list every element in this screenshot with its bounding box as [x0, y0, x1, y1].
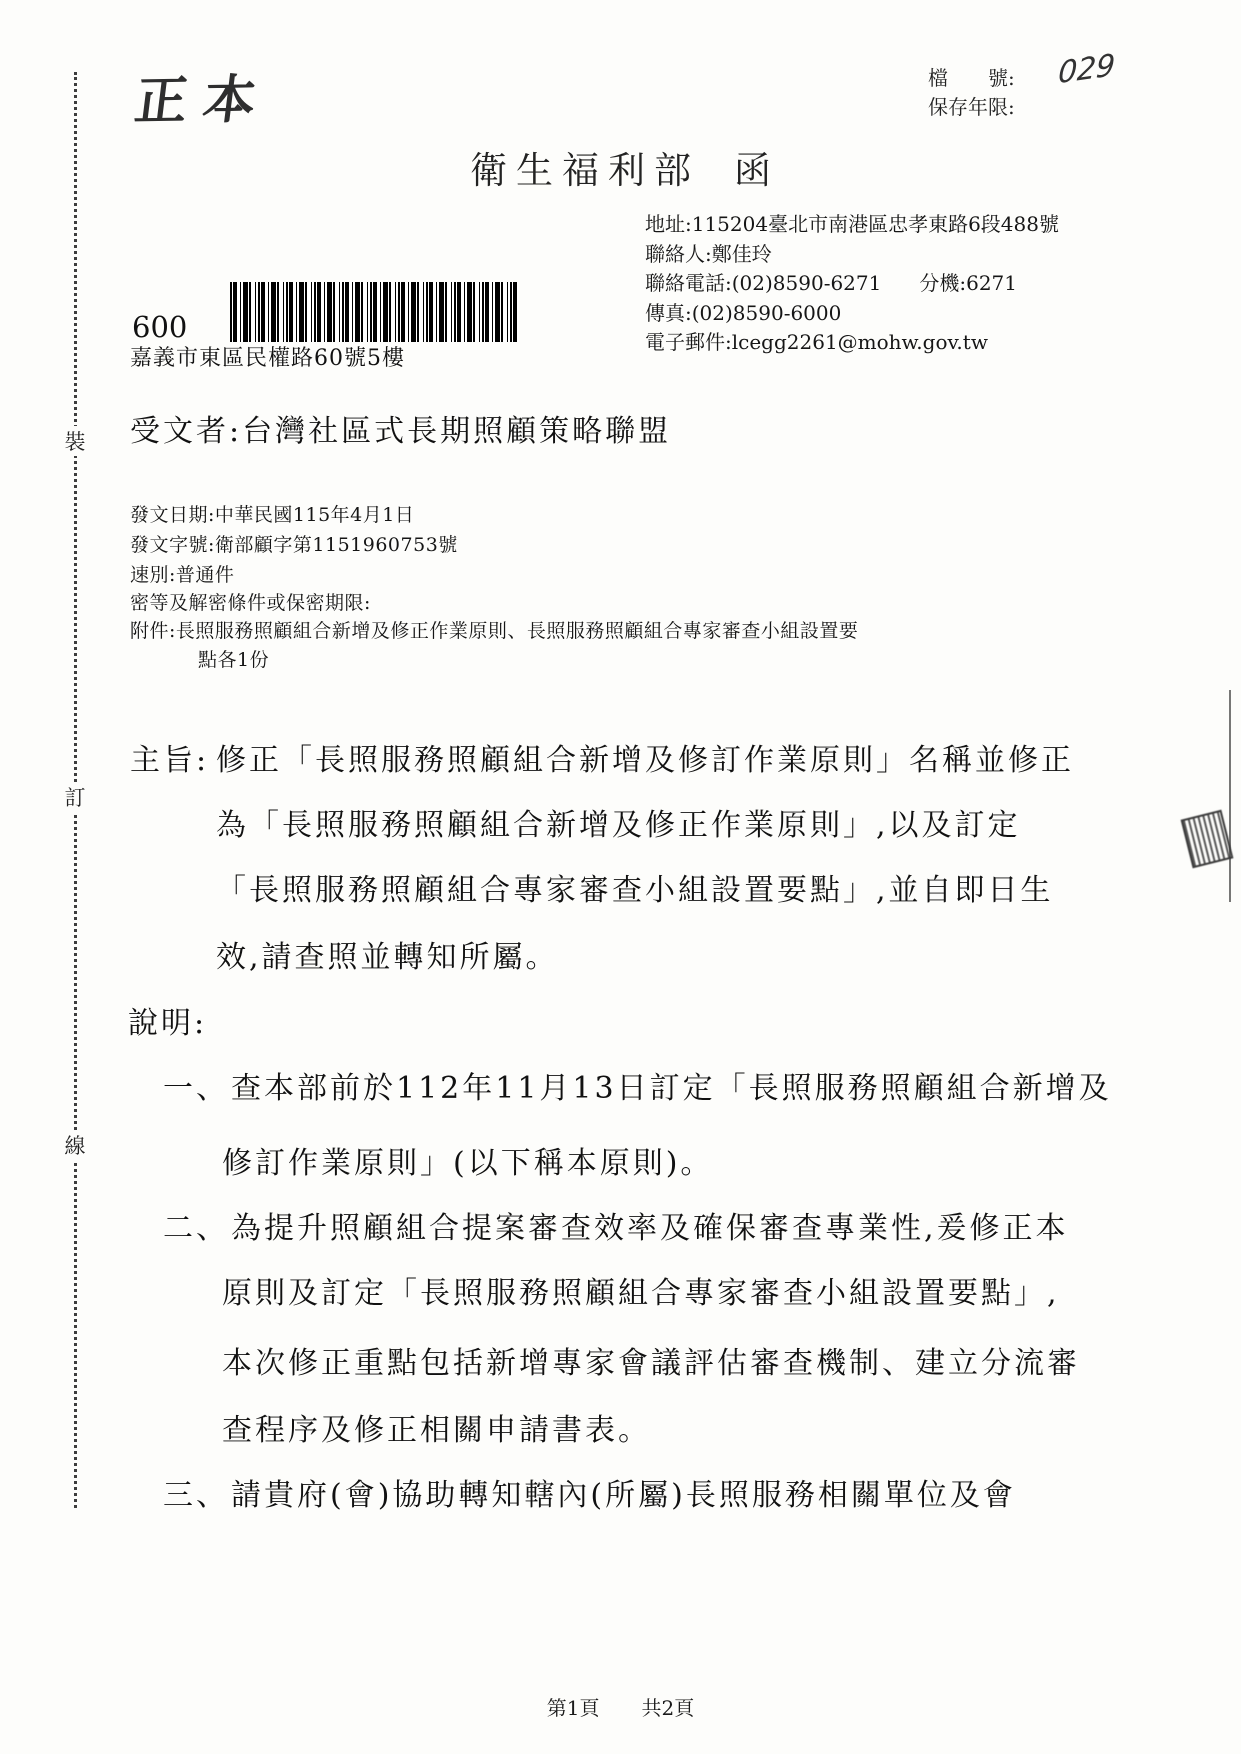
file-no-label: 檔 號:	[928, 66, 1015, 90]
page-footer	[0, 1692, 1241, 1721]
recipient-line	[130, 406, 671, 450]
security-class: 密等及解密條件或保密期限:	[130, 592, 371, 614]
subject-line: 效,請查照並轉知所屬。	[216, 940, 559, 975]
explanation-item-2-line: 本次修正重點包括新增專家會議評估審查機制、建立分流審	[222, 1346, 1080, 1381]
item-text: 請貴府(會)協助轉知轄內(所屬)長照服務相關單位及會	[231, 1478, 1016, 1513]
sender-contact-block	[645, 210, 1059, 358]
copy-type-stamp: 正本	[131, 68, 276, 133]
subject-line: 「長照服務照顧組合專家審查小組設置要點」,並自即日生	[216, 873, 1054, 908]
binding-mark-ding: 訂	[60, 782, 90, 812]
recipient-mail-address: 嘉義市東區民權路60號5樓	[130, 346, 405, 371]
issue-number: 發文字號:衛部顧字第1151960753號	[130, 534, 458, 556]
document-title	[0, 140, 1241, 194]
issue-date: 發文日期:中華民國115年4月1日	[130, 504, 415, 526]
archive-block	[928, 64, 1015, 122]
page-total: 共2頁	[641, 1696, 695, 1720]
attachment-line-1: 附件:長照服務照顧組合新增及修正作業原則、長照服務照顧組合專家審查小組設置要	[130, 620, 859, 642]
binding-mark-zhuang: 裝	[60, 426, 90, 456]
receipt-stamp-icon	[1181, 810, 1234, 869]
recipient-label: 受文者:	[130, 414, 243, 449]
retention-label: 保存年限:	[928, 95, 1015, 119]
recipient-name: 台灣社區式長期照顧策略聯盟	[242, 414, 672, 449]
explanation-item-1-line	[163, 1063, 1112, 1107]
explanation-label: 說明:	[128, 1006, 208, 1041]
item-number: 二、	[163, 1211, 229, 1246]
issuing-org: 衛生福利部	[470, 149, 700, 192]
binding-mark-xian: 線	[60, 1130, 90, 1160]
subject-line: 為「長照服務照顧組合新增及修正作業原則」,以及訂定	[216, 808, 1021, 843]
item-number: 一、	[163, 1071, 229, 1106]
document-type: 函	[734, 149, 771, 192]
contact-extension: 分機:6271	[919, 271, 1017, 295]
explanation-item-2-line: 查程序及修正相關申請書表。	[222, 1413, 651, 1448]
explanation-item-1-line: 修訂作業原則」(以下稱本原則)。	[222, 1146, 714, 1181]
file-no-handwritten-value: 029	[1057, 47, 1117, 92]
explanation-item-2-line	[163, 1203, 1069, 1247]
page-current: 第1頁	[546, 1696, 600, 1720]
contact-phone-row	[645, 269, 1059, 299]
explanation-item-3-line	[163, 1470, 1016, 1514]
contact-email: 電子郵件:lcegg2261@mohw.gov.tw	[645, 330, 988, 354]
postal-code: 600	[132, 310, 188, 344]
contact-fax: 傳真:(02)8590-6000	[645, 300, 842, 325]
item-text: 為提升照顧組合提案審查效率及確保審查專業性,爰修正本	[231, 1211, 1069, 1246]
attachment-line-2: 點各1份	[198, 649, 270, 671]
sender-address: 地址:115204臺北市南港區忠孝東路6段488號	[645, 212, 1059, 236]
speed-class: 速別:普通件	[130, 564, 235, 586]
contact-person: 聯絡人:鄭佳玲	[645, 241, 772, 266]
item-text: 查本部前於112年11月13日訂定「長照服務照顧組合新增及	[231, 1071, 1112, 1106]
contact-phone: 聯絡電話:(02)8590-6271	[645, 271, 882, 295]
item-number: 三、	[163, 1478, 229, 1513]
scan-edge-line	[1229, 690, 1231, 902]
subject-line: 修正「長照服務照顧組合新增及修訂作業原則」名稱並修正	[216, 743, 1074, 778]
subject-label: 主旨:	[130, 743, 210, 778]
barcode	[230, 282, 519, 342]
explanation-item-2-line: 原則及訂定「長照服務照顧組合專家審查小組設置要點」,	[222, 1276, 1060, 1311]
